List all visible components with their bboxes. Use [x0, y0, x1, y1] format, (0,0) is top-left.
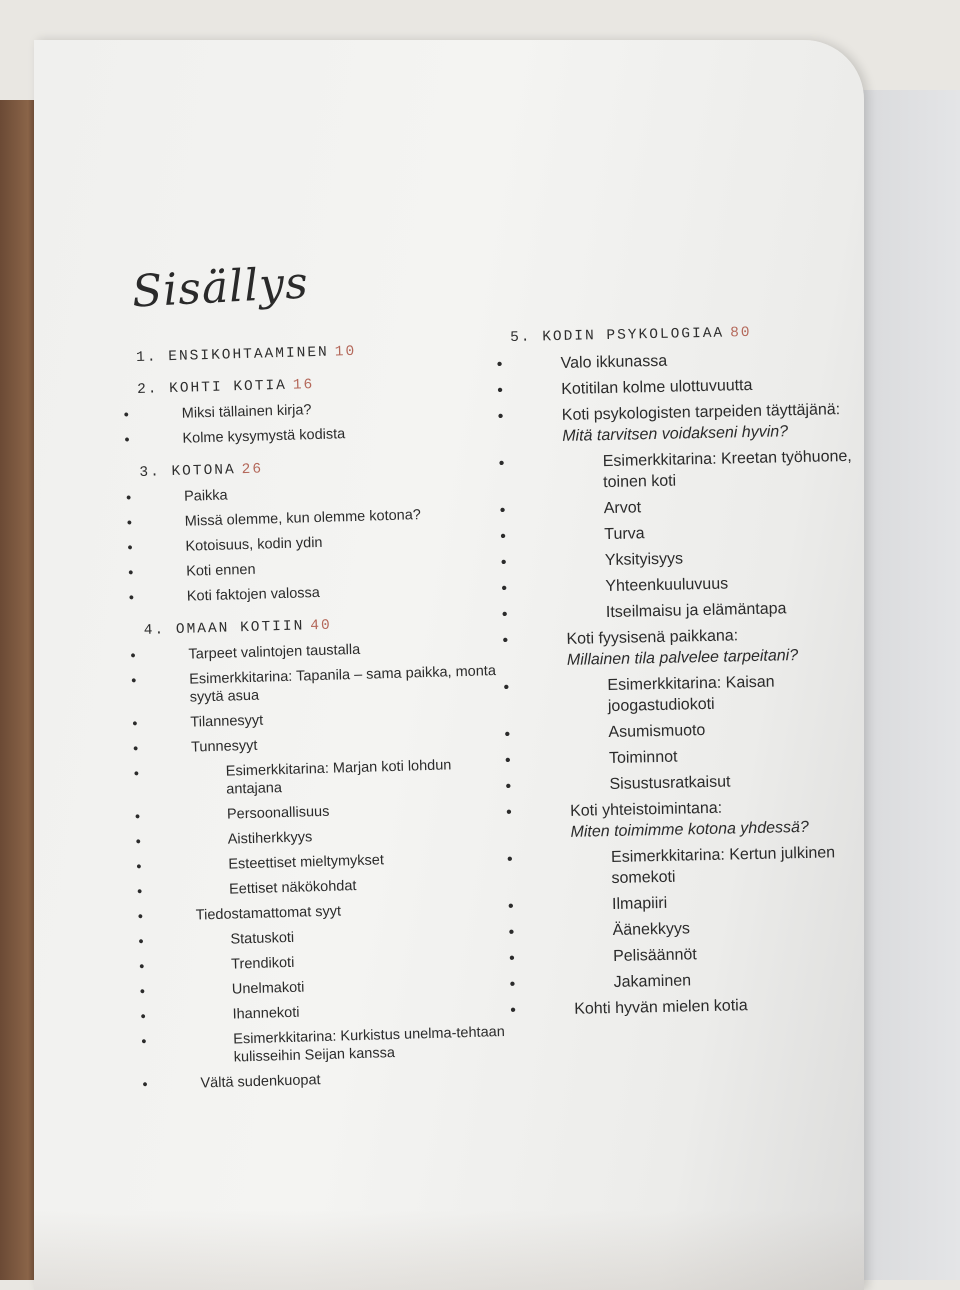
toc-right-column — [510, 323, 865, 1037]
chapter-heading — [137, 372, 497, 398]
toc-item — [152, 923, 512, 951]
toc-item — [514, 519, 854, 547]
toc-item-subtitle: Miten toimimme kotona yhdessä? — [570, 818, 809, 841]
toc-item-text: Koti ennen — [185, 561, 256, 580]
toc-item-text: Tunnesyyt — [190, 737, 258, 756]
toc-item — [523, 967, 863, 995]
toc-item-text: Koti psykologisten tarpeiden täyttäjänä: — [561, 401, 841, 424]
toc-item — [522, 889, 862, 917]
toc-item-text: Esimerkkitarina: Kertun julkinen somekoti — [610, 844, 836, 887]
toc-item — [514, 493, 854, 521]
toc-item — [523, 941, 863, 969]
toc-list — [511, 347, 865, 1021]
chapter-title: 5. KODIN PSYKOLOGIAA — [510, 325, 725, 346]
toc-item-text: Tarpeet valintojen taustalla — [188, 641, 361, 663]
page-title: Sisällys — [130, 257, 310, 318]
toc-item — [515, 545, 855, 573]
toc-item-subtitle: Millainen tila palvelee tarpeitani? — [566, 647, 799, 669]
toc-item — [145, 662, 506, 708]
toc-item-text: Tilannesyyt — [190, 712, 264, 731]
chapter-page: 10 — [334, 343, 357, 361]
toc-item-text: Yksityisyys — [604, 550, 684, 570]
toc-item-text: Esimerkkitarina: Tapanila – sama paikka, monta syytä asua — [189, 663, 497, 706]
toc-item — [511, 373, 851, 401]
toc-item — [155, 1023, 516, 1069]
toc-item — [524, 993, 864, 1021]
toc-item — [516, 597, 856, 625]
toc-item-text: Unelmakoti — [231, 979, 305, 998]
toc-item — [521, 842, 862, 891]
toc-item — [522, 915, 862, 943]
toc-item — [138, 396, 498, 424]
toc-item — [519, 743, 859, 771]
toc-item — [149, 823, 509, 851]
toc-list — [144, 637, 516, 1094]
toc-section — [510, 323, 864, 1021]
toc-item-text: Koti yhteistoimintana: — [569, 799, 723, 820]
toc-list — [138, 396, 499, 449]
toc-item-text: Miksi tällainen kirja? — [181, 402, 312, 422]
toc-item-text: Ihannekoti — [232, 1004, 300, 1023]
chapter-title: 1. ENSIKOHTAAMINEN — [136, 344, 330, 366]
toc-item-text: Esteettiset mieltymykset — [228, 852, 385, 873]
toc-item-text: Tiedostamattomat syyt — [195, 903, 342, 924]
toc-item-text: Eettiset näkökohdat — [228, 878, 357, 898]
toc-item-text: Paikka — [183, 487, 228, 505]
toc-item — [141, 529, 501, 557]
chapter-page: 80 — [729, 324, 752, 342]
toc-item — [148, 755, 509, 801]
toc-item-text: Koti fyysisenä paikkana: — [566, 627, 739, 648]
chapter-page: 16 — [292, 377, 315, 394]
toc-item — [150, 848, 510, 876]
toc-item-text: Ilmapiiri — [611, 894, 668, 913]
toc-item — [146, 705, 506, 733]
toc-item-subtitle: Mitä tarvitsen voidakseni hyvin? — [562, 423, 789, 445]
toc-item-text: Äänekkyys — [612, 920, 691, 939]
toc-item — [143, 579, 503, 607]
toc-item-text: Statuskoti — [230, 929, 295, 948]
toc-item — [154, 973, 514, 1001]
toc-item-text: Esimerkkitarina: Marjan koti lohdun antajana — [225, 757, 452, 798]
toc-item-text: Kotoisuus, kodin ydin — [185, 534, 323, 555]
toc-item-text: Persoonallisuus — [226, 803, 330, 823]
toc-item-text: Jakaminen — [613, 972, 692, 991]
toc-item-text: Aistiherkkyys — [227, 829, 313, 848]
toc-item — [141, 504, 501, 532]
toc-item — [144, 637, 504, 665]
toc-item — [512, 399, 853, 448]
toc-item — [153, 948, 513, 976]
toc-item-text: Valo ikkunassa — [560, 352, 668, 372]
toc-item — [151, 873, 511, 901]
toc-item — [149, 798, 509, 826]
chapter-page: 26 — [241, 461, 264, 479]
toc-section — [137, 372, 499, 449]
toc-item-text: Toiminnot — [608, 748, 678, 768]
toc-item — [516, 623, 857, 672]
toc-item-text: Yhteenkuuluvuus — [605, 575, 729, 596]
toc-item-text: Sisustusratkaisut — [609, 773, 731, 794]
chapter-title: 3. KOTONA — [139, 462, 236, 481]
toc-item-text: Koti faktojen valossa — [186, 584, 321, 605]
chapter-page: 40 — [310, 617, 332, 635]
toc-item — [517, 670, 858, 719]
toc-item-text: Kohti hyvän mielen kotia — [574, 997, 748, 1018]
toc-item-text: Kolme kysymystä kodista — [182, 426, 346, 447]
page-shadow — [34, 1210, 864, 1290]
toc-item-text: Missä olemme, kun olemme kotona? — [184, 507, 422, 530]
toc-item — [511, 347, 851, 375]
toc-left-column — [136, 340, 517, 1110]
chapter-title: 2. KOHTI KOTIA — [136, 377, 288, 398]
toc-item — [147, 730, 507, 758]
toc-item-text: Kotitilan kolme ulottuvuutta — [561, 376, 753, 398]
toc-item-text: Arvot — [603, 499, 642, 518]
toc-item — [515, 571, 855, 599]
toc-item-text: Trendikoti — [230, 954, 295, 973]
toc-section — [144, 613, 517, 1094]
toc-item — [513, 446, 854, 495]
toc-item — [156, 1066, 516, 1094]
toc-item — [138, 421, 498, 449]
toc-item-text: Esimerkkitarina: Kaisan joogastudiokoti — [607, 673, 775, 716]
toc-item — [520, 795, 861, 844]
chapter-heading — [144, 613, 504, 639]
toc-item — [154, 998, 514, 1026]
toc-item — [152, 898, 512, 926]
chapter-title: 4. OMAAN KOTIIN — [143, 618, 305, 639]
toc-item-text: Esimerkkitarina: Kreetan työhuone, toinen koti — [602, 447, 852, 492]
toc-item-text: Asumismuoto — [608, 721, 706, 742]
chapter-heading — [139, 455, 499, 481]
toc-section — [139, 455, 503, 607]
toc-item-text: Itseilmaisu ja elämäntapa — [605, 600, 787, 622]
toc-item — [142, 554, 502, 582]
toc-item — [140, 479, 500, 507]
toc-item-text: Vältä sudenkuopat — [200, 1072, 321, 1092]
toc-item-text: Pelisäännöt — [612, 946, 697, 965]
toc-item-text: Esimerkkitarina: Kurkistus unelma-tehtaan kulisseihin Seijan kanssa — [233, 1023, 506, 1066]
toc-item — [519, 769, 859, 797]
toc-item-text: Turva — [604, 525, 645, 544]
toc-list — [140, 479, 503, 607]
toc-item — [518, 717, 858, 745]
